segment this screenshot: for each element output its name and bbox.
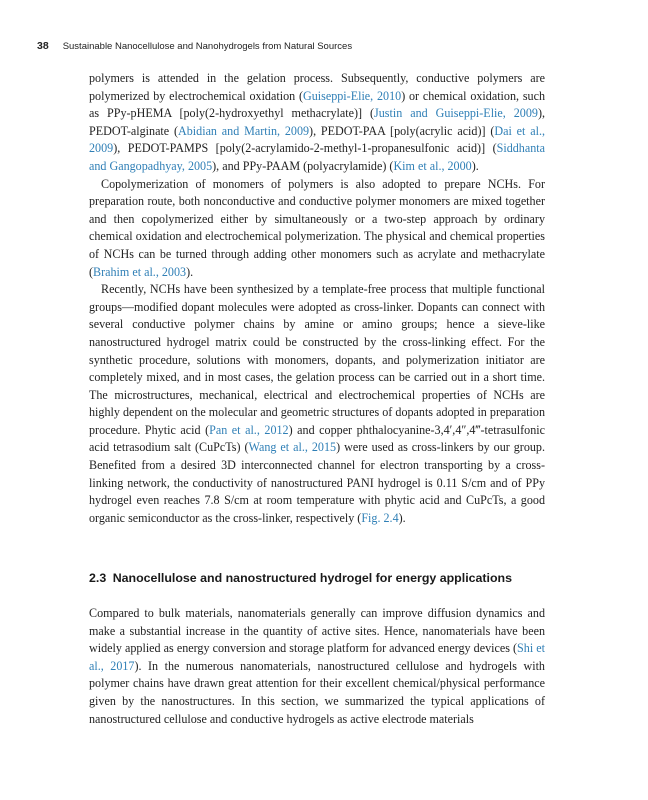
- section-title: Nanocellulose and nanostructured hydrogel for energy applications: [112, 571, 513, 585]
- citation-link[interactable]: Guiseppi-Elie, 2010: [303, 88, 402, 103]
- text-run: ) and copper phthalocyanine-3,4′,4″,4‴-tetrasulfonic acid tetrasodium salt (CuPcTs) (: [89, 422, 545, 455]
- citation-link[interactable]: Justin and Guiseppi-Elie, 2009: [374, 106, 538, 121]
- text-run: Recently, NCHs have been synthesized by a template-free process that multiple functional groups—modified dopant molecules were adopted as cross-linker. Dopants can connect with several conductive polymer chains by amine or amino groups; hence a sieve-like nanostructured hydrogel matrix could be constructed by the cross-linking effect. For the synthetic procedure, solutions with monomers, dopants, and polymerization initiator are completely mixed, and in most cases, the gelation process can be carried out in a short time. The microstructures, mechanical, electrical and electrochemical properties of NCHs are highly dependent on the molecular and geometric structures of dopants adopted in preparation procedure. Phytic acid (: [89, 282, 545, 437]
- text-run: ). In the numerous nanomaterials, nanostructured cellulose and hydrogels with polymer chains have drawn great attention for their excellent chemical/physical performance given by the nanostructures. In this section, we summarized the typical applications of nanostructured cellulose and conductive hydrogels as active electrode materials: [89, 658, 545, 726]
- citation-link[interactable]: Kim et al., 2000: [393, 158, 472, 173]
- page-number: 38: [37, 40, 49, 52]
- text-run: ).: [186, 264, 194, 279]
- text-run: ) were used as cross-linkers by our group. Benefited from a desired 3D interconnected channel for electron transporting by a cross-linking network, the conductivity of nanostructured PANI hydrogel is 0.11 S/cm and of PPy hydrogel even reaches 7.8 S/cm at room temperature with phytic acid and CuPcTs, a good organic semiconductor as the cross-linker, respectively (: [89, 440, 545, 525]
- section-number: 2.3: [89, 571, 107, 585]
- paragraph-2: [89, 176, 545, 282]
- text-run: Compared to bulk materials, nanomaterials generally can improve diffusion dynamics and make a substantial increase in the quantity of active sites. Hence, nanomaterials have been widely applied as energy conversion and storage platform for advanced energy devices (: [89, 606, 545, 656]
- text-run: ), PEDOT-alginate (: [89, 106, 545, 138]
- text-run: ), and PPy-PAAM (polyacrylamide) (: [212, 158, 394, 173]
- figure-link[interactable]: Fig. 2.4: [361, 510, 399, 525]
- citation-link[interactable]: Pan et al., 2012: [209, 422, 289, 437]
- citation-link[interactable]: Wang et al., 2015: [248, 440, 337, 455]
- text-run: ).: [471, 158, 479, 173]
- paragraph-3: [89, 281, 545, 527]
- body-text: [89, 70, 545, 527]
- text-run: polymers is attended in the gelation process. Subsequently, conductive polymers are polymerized by electrochemical oxidation (: [89, 71, 545, 103]
- section-heading: [89, 571, 545, 586]
- text-run: Copolymerization of monomers of polymers is also adopted to prepare NCHs. For preparation route, both nonconductive and conductive polymer monomers are mixed together and then copolymerized either by simultaneously or a two-step approach by ordinary chemical oxidation and electrochemical polymerization. The physical and chemical properties of NCHs can be turned through adding other monomers such as acrylate and methacrylate (: [89, 176, 545, 279]
- citation-link[interactable]: Abidian and Martin, 2009: [178, 123, 310, 138]
- citation-link[interactable]: Dai et al., 2009: [89, 123, 545, 156]
- citation-link[interactable]: Siddhanta and Gangopadhyay, 2005: [89, 141, 545, 173]
- text-run: ) or chemical oxidation, such as PPy-pHEMA [poly(2-hydroxyethyl methacrylate)] (: [89, 88, 546, 121]
- text-run: ), PEDOT-PAMPS [poly(2-acrylamido-2-methyl-1-propanesulfonic acid)] (: [113, 141, 497, 156]
- paragraph-1: [89, 70, 545, 176]
- paragraph-4: [89, 605, 545, 728]
- citation-link[interactable]: Shi et al., 2017: [89, 641, 545, 673]
- text-run: ), PEDOT-PAA [poly(acrylic acid)] (: [309, 123, 495, 138]
- text-run: ).: [398, 510, 406, 525]
- citation-link[interactable]: Brahim et al., 2003: [93, 264, 187, 279]
- running-header: [37, 40, 352, 52]
- running-title: Sustainable Nanocellulose and Nanohydrogels from Natural Sources: [62, 41, 353, 52]
- section-body: [89, 605, 545, 728]
